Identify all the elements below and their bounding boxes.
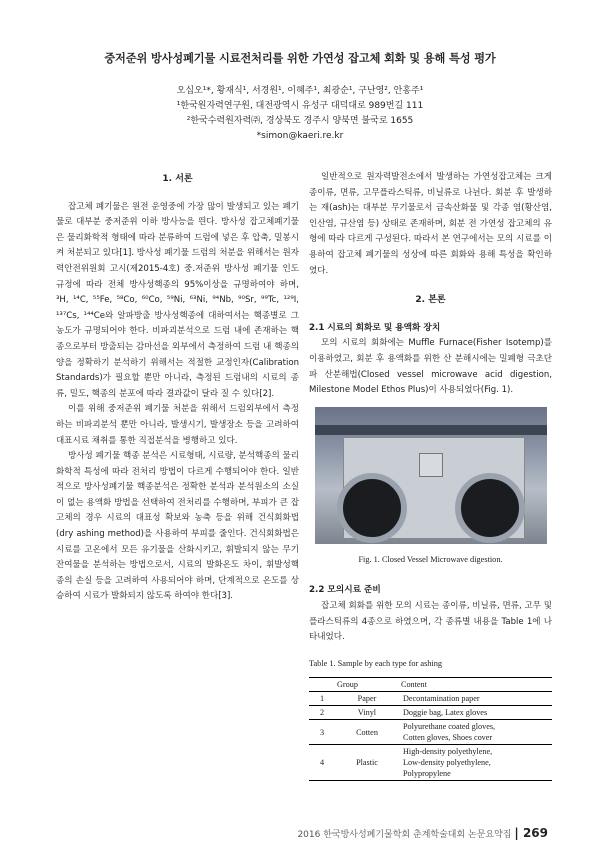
intro-paragraph-3: 방사성 폐기물 핵종 분석은 시료형태, 시료량, 분석핵종의 물리화학적 특성에 따라 전처리 방법이 다르게 수행되어야 한다. 일반적으로 방사성폐기물 핵종분석은 정확한 분석과 분석원소의 소실이 없는 용액화 방법을 선택하여 전처리를 수행하며, 부피가 큰 잡고체의 경우 시료의 대표성 확보와 농축 등을 위해 건식회화법(dry ashing method)을 사용하여 부피를 줄인다. 건식회화법은 시료를 고온에서 모든 유기물을 산화시키고, 휘발되지 않는 무기잔여물을 분석하는 방법으로서, 시료의 발화온도 차이, 휘발성핵종의 손실 등을 고려하여 사용되어야 하며, 단계적으로 온도를 상승하여 시료가 발화되지 않도록 하여야 한다[3]. bbox=[56, 451, 299, 602]
body-heading: 2. 본론 bbox=[415, 295, 446, 306]
table-cell-content bbox=[399, 706, 552, 720]
table-row bbox=[309, 692, 552, 706]
author-block bbox=[0, 84, 600, 144]
paper-title: 중저준위 방사성폐기물 시료전처리를 위한 가연성 잡고체 회화 및 용해 특성 평가 bbox=[104, 52, 496, 65]
subsection-2-1-heading: 2.1 시료의 회화로 및 용액화 장치 bbox=[309, 322, 441, 333]
table-cell-group: Plastic bbox=[335, 745, 399, 781]
table-cell-group: Vinyl bbox=[335, 706, 399, 720]
right-column bbox=[309, 170, 552, 781]
photo-glove-port-left bbox=[337, 473, 407, 543]
table-body bbox=[309, 692, 552, 781]
photo-shelf bbox=[315, 425, 547, 435]
intro-heading: 1. 서론 bbox=[162, 174, 193, 184]
table-content-line: High-density polyethylene, bbox=[403, 747, 493, 757]
table-header-no bbox=[309, 678, 335, 692]
subsection-2-1-paragraph: 모의 시료의 회화에는 Muffle Furnace(Fisher Isotemp)를 이용하였고, 회분 후 용액화를 위한 산 분해시에는 밀폐형 극초단파 산분해법(Closed vessel microwave acid digestion, Milestone Model Ethos Plus)이 사용되었다(Fig. 1). bbox=[309, 338, 552, 396]
table-content-line: Polyurethane coated gloves, bbox=[403, 722, 496, 732]
table-content-line: Low-density polyethylene, bbox=[403, 758, 491, 768]
table-content-line: Cotten gloves, Shoes cover bbox=[403, 733, 493, 743]
table-row bbox=[309, 745, 552, 781]
subsection-2-2-heading: 2.2 모의시료 준비 bbox=[309, 585, 381, 596]
page-footer bbox=[297, 826, 548, 840]
author-list: 오십오¹*, 황재식¹, 서경원¹, 이혜주¹, 최광순¹, 구난영², 안홍주¹ bbox=[176, 86, 424, 96]
intro-paragraph-2: 이를 위해 중저준위 폐기물 처분을 위해서 드럼외부에서 측정하는 비파괴분석 뿐만 아니라, 발생시기, 발생장소 등을 고려하여 대표시료 채취를 통한 직접분석을 병행하고 있다. bbox=[56, 404, 299, 446]
table-header-row bbox=[309, 678, 552, 692]
table-row bbox=[309, 706, 552, 720]
table-cell-group: Cotten bbox=[335, 720, 399, 745]
table-cell-content bbox=[399, 720, 552, 745]
footer-text: 2016 한국방사성폐기물학회 춘계학술대회 논문요약집 bbox=[297, 830, 512, 840]
page-number-separator: | bbox=[514, 826, 523, 840]
figure-caption: Fig. 1. Closed Vessel Microwave digestion. bbox=[358, 554, 503, 564]
table-cell-no: 3 bbox=[309, 720, 335, 745]
affiliation-2: ²한국수력원자력㈜, 경상북도 경주시 양북면 불국로 1655 bbox=[186, 116, 414, 126]
photo-glove-port-right bbox=[455, 473, 525, 543]
author-email: *simon@kaeri.re.kr bbox=[256, 131, 344, 141]
table-content-line: Decontamination paper bbox=[403, 694, 480, 704]
microwave-digestion-photo bbox=[315, 407, 547, 544]
table-header-group: Group bbox=[335, 678, 399, 692]
page-number: 269 bbox=[522, 826, 548, 840]
subsection-2-2-paragraph: 잡고체 회화를 위한 모의 시료는 종이류, 비닐류, 면류, 고무 및 플라스틱류의 4종으로 하였으며, 각 종류별 내용을 Table 1에 나타내었다. bbox=[309, 600, 552, 643]
table-cell-no: 4 bbox=[309, 745, 335, 781]
left-column bbox=[56, 170, 299, 605]
table-content-line: Polypropylene bbox=[403, 769, 451, 779]
table-cell-content bbox=[399, 692, 552, 706]
photo-control-panel bbox=[419, 453, 443, 477]
table-header-content: Content bbox=[399, 678, 552, 692]
intro-paragraph-1: 잡고체 폐기물은 원전 운영중에 가장 많이 발생되고 있는 폐기물로 대부분 중저준위 이하 방사능을 띈다. 방사성 잡고체폐기물은 물리화학적 형태에 따라 분류하여 드럼에 넣은 후 압축, 밀봉시켜 처분되고 있다[1]. 방사성 폐기물 드럼의 처분을 위해서는 원자력안전위원회 고시(제2015-4호) 중.저준위 방사성 폐기물 인도규정에 따라 전체 방사성핵종의 95%이상을 규명하여야 하며, ³H, ¹⁴C, ⁵⁵Fe, ⁵⁸Co, ⁶⁰Co, ⁵⁹Ni, ⁶³Ni, ⁹⁴Nb, ⁹⁰Sr, ⁹⁹Tc, ¹²⁹I, ¹³⁷Cs, ¹⁴⁴Ce와 알파방출 방사성핵종에 대하여서는 핵종별로 그 농도가 규명되어야 한다. 비파괴분석으로 드럼 내에 존재하는 핵종으로부터 방출되는 감마선을 외부에서 측정하여 드럼 내 핵종의 양을 정확하기 분석하기 위해서는 적절한 교정인자(Calibration Standards)가 필요할 뿐만 아니라, 측정된 드럼내의 시료의 종류, 밀도, 핵종의 분포에 따라 결과값이 달라 질 수 있다[2]. bbox=[56, 201, 299, 399]
table-content-line: Doggie bag, Latex gloves bbox=[403, 708, 488, 718]
table-cell-group: Paper bbox=[335, 692, 399, 706]
table-cell-no: 1 bbox=[309, 692, 335, 706]
table-cell-content bbox=[399, 745, 552, 781]
table-caption: Table 1. Sample by each type for ashing bbox=[309, 658, 443, 668]
intro-paragraph-4: 일반적으로 원자력발전소에서 발생하는 가연성잡고체는 크게 종이류, 면류, 고무플라스틱류, 비닐류로 나뉜다. 회분 후 발생하는 재(ash)는 대부분 무기물로서 금속산화물 및 각종 염(황산염, 인산염, 규산염 등) 상태로 존재하며, 회분 전 가연성 잡고체의 유형에 따라 다르게 구성된다. 따라서 본 연구에서는 모의 시료를 이용하여 잡고체 폐기물의 성상에 따른 회화와 용해 특성을 확인하였다. bbox=[309, 172, 552, 276]
table-cell-no: 2 bbox=[309, 706, 335, 720]
affiliation-1: ¹한국원자력연구원, 대전광역시 유성구 대덕대로 989번길 111 bbox=[176, 101, 424, 111]
sample-table bbox=[309, 677, 552, 781]
table-row bbox=[309, 720, 552, 745]
